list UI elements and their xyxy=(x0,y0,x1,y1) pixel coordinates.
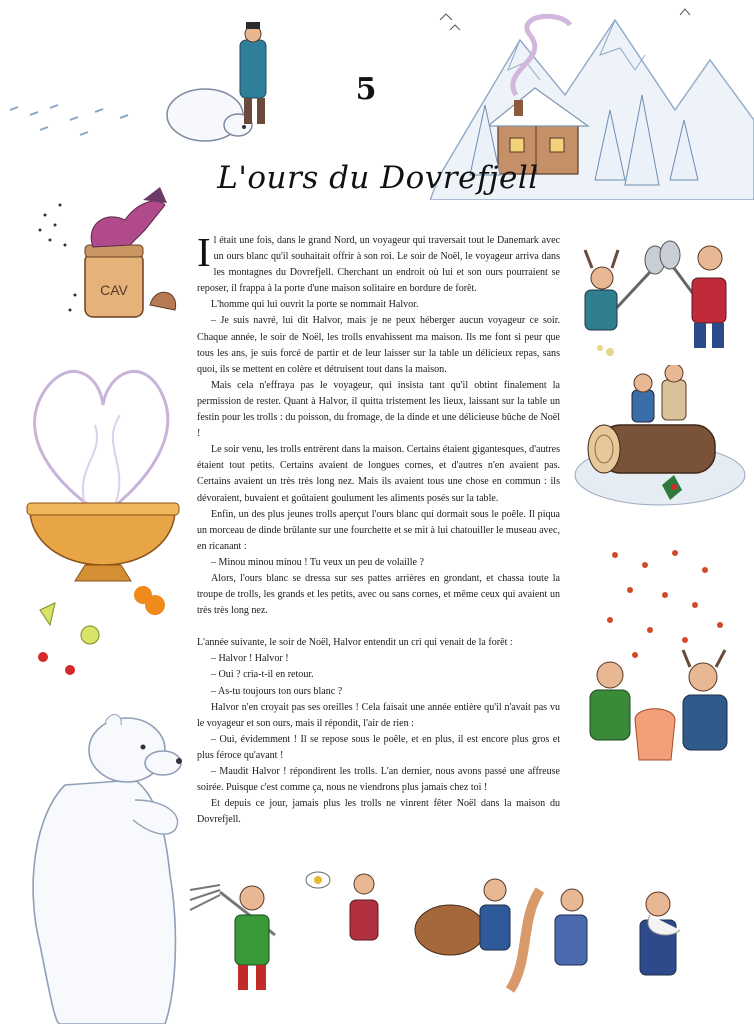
story-paragraph: Et depuis ce jour, jamais plus les trolls ne vinrent fêter Noël dans la maison du Dovrefjell. xyxy=(197,798,560,826)
polar-bear-illustration xyxy=(15,705,195,1024)
trolls-berries-illustration xyxy=(575,545,754,775)
story-paragraph: – As-tu toujours ton ours blanc ? xyxy=(211,685,343,697)
story-text xyxy=(197,229,560,828)
story-paragraph: Halvor n'en croyait pas ses oreilles ! Cela faisait une année entière qu'il n'avait pas vu le voyageur et son ours, mais il répondit, l'air de rien : xyxy=(197,701,560,729)
chapter-number: 5 xyxy=(355,72,377,107)
running-trolls-illustration xyxy=(180,860,754,1024)
yule-log-trolls-illustration xyxy=(570,365,754,525)
traveller-and-bear-illustration xyxy=(0,20,300,170)
story-paragraph: Alors, l'ours blanc se dressa sur ses pattes arrières en grondant, et chassa toute la troupe de trolls, les grands et les petits, avec ou sans cornes, et même ceux qui avaient un très très long nez. xyxy=(197,572,560,617)
story-paragraph: – Oui, évidemment ! Il se repose sous le poêle, et en plus, il est encore plus gros et plus féroce qu'avant ! xyxy=(197,733,560,761)
chapter-title: L'ours du Dovrefjell xyxy=(217,160,539,196)
drop-cap: I xyxy=(197,229,211,275)
story-paragraph: Mais cela n'effraya pas le voyageur, qui insista tant qu'il obtint finalement la permission de rester. Quant à Halvor, il quitta tristement les lieux, laissant sur la table un festin pour les trolls : du poisson, du fromage, de la dinde et une délicieuse bûche de Noël ! xyxy=(197,379,560,440)
jar-label: CAV xyxy=(100,282,128,298)
story-paragraph: – Oui ? cria-t-il en retour. xyxy=(211,669,314,681)
story-paragraph: – Je suis navré, lui dit Halvor, mais je ne peux héberger aucun voyageur ce soir. Chaque année, le soir de Noël, les trolls envahissent ma maison. Ils me font si peur que tous les ans, je suis forcé de partir et de leur laisser sur la table un délicieux repas, sans quoi, ils se mettent en colère et détruisent tout dans la maison. xyxy=(197,315,560,375)
trolls-spoons-illustration xyxy=(570,220,754,360)
paragraph-text: l était une fois, dans le grand Nord, un voyageur qui traversait tout le Danemark avec un ours blanc qu'il souhaitait offrir à son roi. Le soir de Noël, le voyageur arriva dans les montagnes du Dovrefjell. Cherchant un endroit où lui et son ours pourraient se reposer, il frappa à la porte d'une maison solitaire en bordure de forêt. xyxy=(197,235,560,295)
cauldron-steam-illustration xyxy=(15,345,190,685)
story-paragraph: – Maudit Halvor ! répondirent les trolls. L'an dernier, nous avons passé une affreuse soirée. Puisque c'est comme ça, nous ne viendrons plus jamais chez toi ! xyxy=(197,766,560,794)
story-paragraph: Enfin, un des plus jeunes trolls aperçut l'ours blanc qui dormait sous le poêle. Il piqua un morceau de dinde brûlante sur une fourchette et se mit à lui chatouiller le museau avec, en ricanant : xyxy=(197,508,560,552)
story-paragraph: – Halvor ! Halvor ! xyxy=(211,653,289,665)
story-paragraph: – Minou minou minou ! Tu veux un peu de volaille ? xyxy=(211,556,424,568)
story-paragraph: L'homme qui lui ouvrit la porte se nommait Halvor. xyxy=(211,299,419,311)
story-paragraph xyxy=(197,229,560,297)
story-paragraph: Le soir venu, les trolls entrèrent dans la maison. Certains étaient gigantesques, d'autres étaient tout petits. Certains avaient de longues cornes, et d'autres n'en avaient pas. Certains avaient un très très long nez. Mais ils avaient tous une chose en commun : ils dévoraient, buvaient et goûtaient goulument les aliments posés sur la table. xyxy=(197,444,560,504)
troll-in-jar-illustration xyxy=(35,185,195,335)
story-paragraph: L'année suivante, le soir de Noël, Halvor entendit un cri qui venait de la forêt : xyxy=(197,637,513,649)
